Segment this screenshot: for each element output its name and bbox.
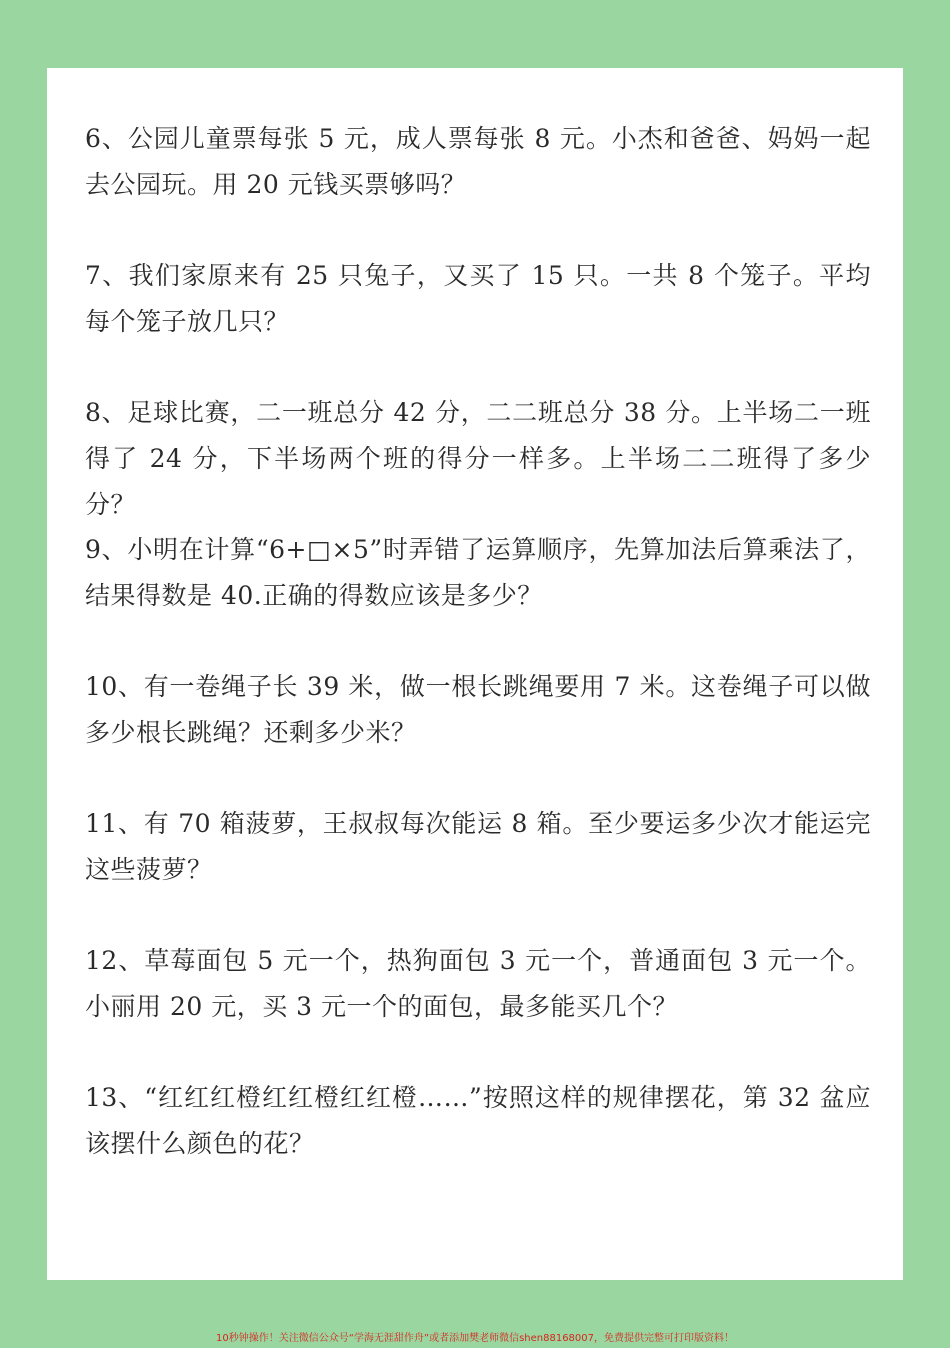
question-9: 9、小明在计算“6+□×5”时弄错了运算顺序，先算加法后算乘法了，结果得数是 40.正确的得数应该是多少？ [85,535,871,610]
question-13: 13、“红红红橙红红橙红红橙……”按照这样的规律摆花，第 32 盆应该摆什么颜色的花？ [85,1083,871,1158]
question-7: 7、我们家原来有 25 只兔子，又买了 15 只。一共 8 个笼子。平均每个笼子放几只？ [85,261,871,336]
question-12: 12、草莓面包 5 元一个，热狗面包 3 元一个，普通面包 3 元一个。小丽用 20 元，买 3 元一个的面包，最多能买几个？ [85,946,871,1021]
question-list [85,116,871,1212]
question-6: 6、公园儿童票每张 5 元，成人票每张 8 元。小杰和爸爸、妈妈一起去公园玩。用 20 元钱买票够吗？ [85,124,871,199]
question-10: 10、有一卷绳子长 39 米，做一根长跳绳要用 7 米。这卷绳子可以做多少根长跳绳？还剩多少米？ [85,672,871,747]
footer-notice: 10秒钟操作！关注微信公众号“学海无涯甜作舟”或者添加樊老师微信shen88168007，免费提供完整可打印版资料！ [215,1333,735,1344]
question-8: 8、足球比赛，二一班总分 42 分，二二班总分 38 分。上半场二一班得了 24 分，下半场两个班的得分一样多。上半场二二班得了多少分？ [85,398,871,519]
worksheet-page [47,68,903,1280]
question-11: 11、有 70 箱菠萝，王叔叔每次能运 8 箱。至少要运多少次才能运完这些菠萝？ [85,809,871,884]
